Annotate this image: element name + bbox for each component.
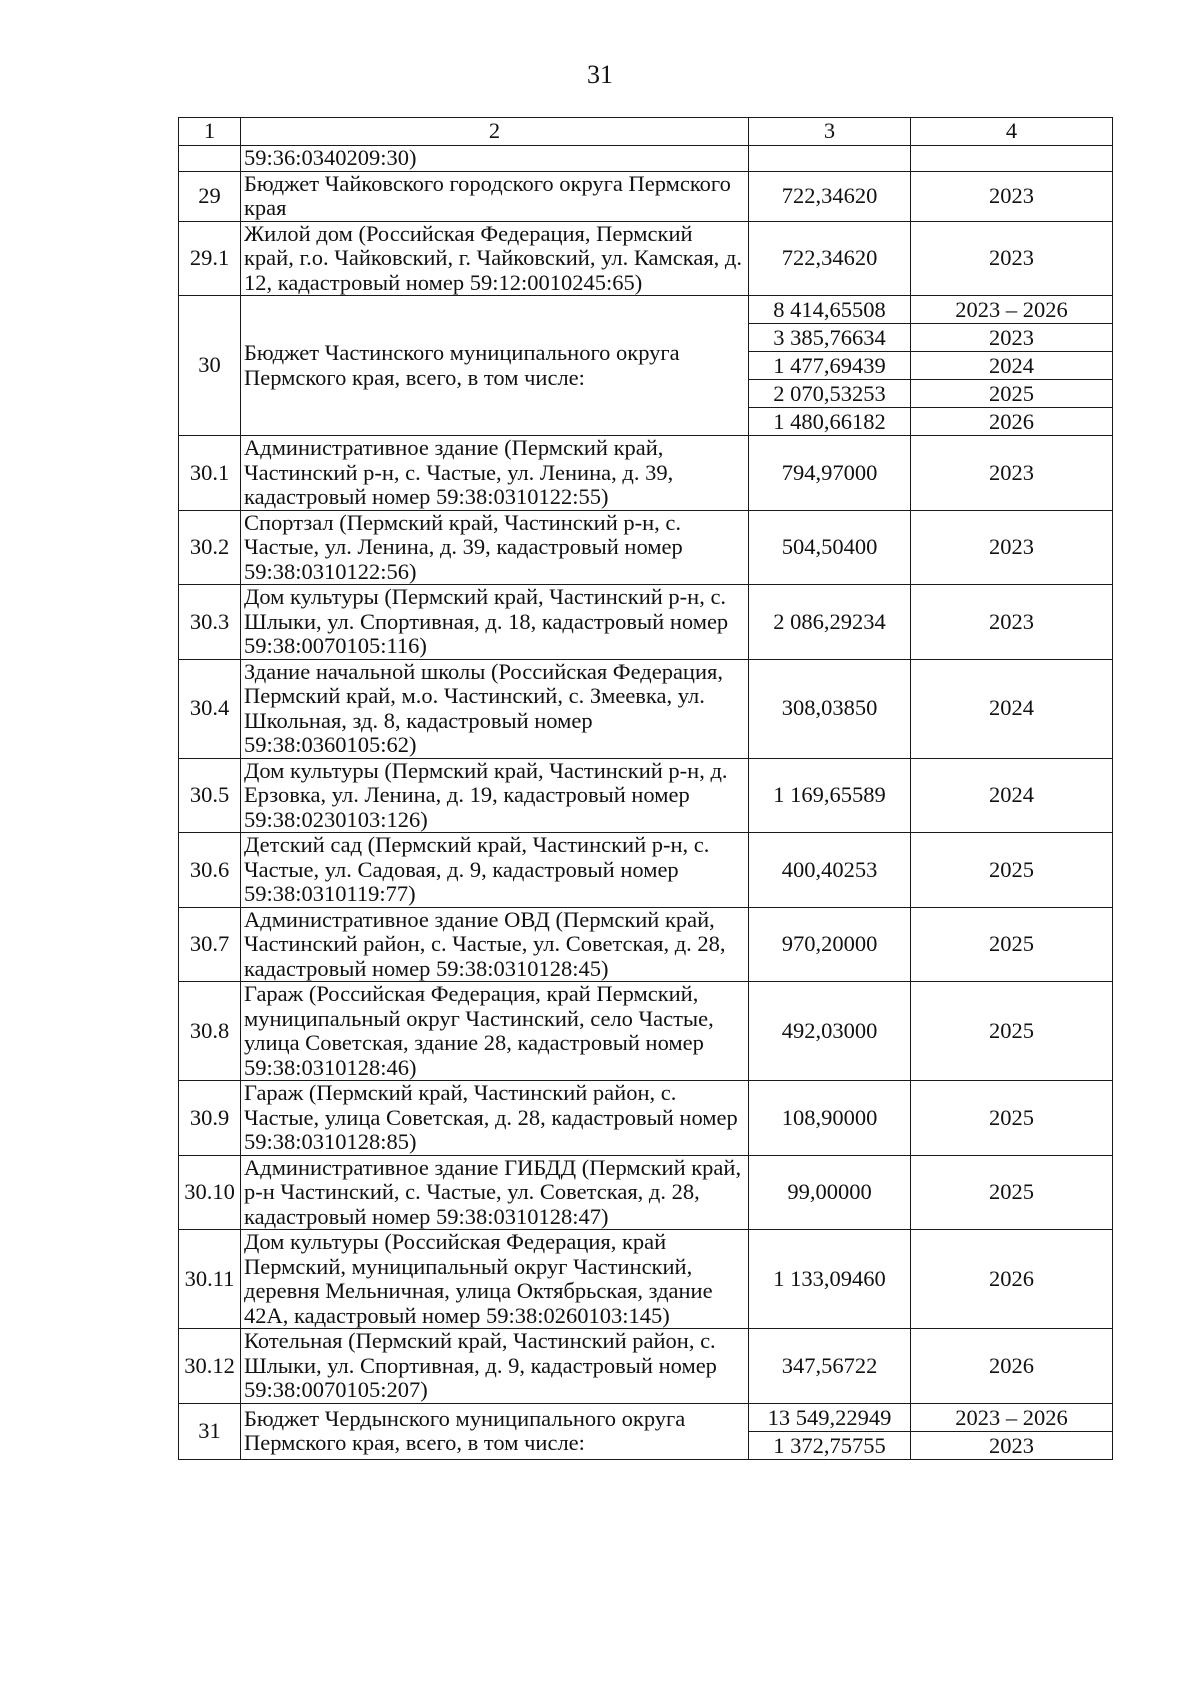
continuation-row: [179, 146, 1113, 172]
row-year: 2026: [911, 1329, 1113, 1404]
group-description: Бюджет Частинского муниципального округа Пермского края, всего, в том числе:: [241, 296, 749, 436]
row-number: 30.8: [179, 982, 241, 1081]
row-number: 30.4: [179, 659, 241, 758]
row-number: 30.1: [179, 436, 241, 511]
row-description: Спортзал (Пермский край, Частинский р-н, с. Частые, ул. Ленина, д. 39, кадастровый номер 59:38:0310122:56): [241, 510, 749, 585]
row-year: 2023: [911, 221, 1113, 296]
row-amount: 794,97000: [749, 436, 911, 511]
row-year: 2024: [911, 758, 1113, 833]
row-description: Котельная (Пермский край, Частинский район, с. Шлыки, ул. Спортивная, д. 9, кадастровый номер 59:38:0070105:207): [241, 1329, 749, 1404]
group-amount: 1 480,66182: [749, 408, 911, 436]
budget-allocation-table: [178, 117, 1113, 1460]
row-description: Дом культуры (Российская Федерация, край Пермский, муниципальный округ Частинский, деревня Мельничная, улица Октябрьская, здание 42А, кадастровый номер 59:38:0260103:145): [241, 1230, 749, 1329]
row-amount: 308,03850: [749, 659, 911, 758]
table-row: [179, 833, 1113, 908]
row-year: 2023: [911, 171, 1113, 221]
group-number: 30: [179, 296, 241, 436]
continuation-text: 59:36:0340209:30): [241, 146, 749, 172]
row-description: Бюджет Чайковского городского округа Пермского края: [241, 171, 749, 221]
row-description: Здание начальной школы (Российская Федерация, Пермский край, м.о. Частинский, с. Змеевка, ул. Школьная, зд. 8, кадастровый номер 59:38:0360105:62): [241, 659, 749, 758]
row-number: 29: [179, 171, 241, 221]
table-row: [179, 1230, 1113, 1329]
row-amount: 347,56722: [749, 1329, 911, 1404]
row-description: Детский сад (Пермский край, Частинский р-н, с. Частые, ул. Садовая, д. 9, кадастровый номер 59:38:0310119:77): [241, 833, 749, 908]
group-year: 2024: [911, 352, 1113, 380]
row-amount: 1 133,09460: [749, 1230, 911, 1329]
row-number: 30.7: [179, 907, 241, 982]
table-row: [179, 907, 1113, 982]
row-amount: 504,50400: [749, 510, 911, 585]
group-row-30: [179, 296, 1113, 324]
group-year: 2023 – 2026: [911, 296, 1113, 324]
group-row-31: [179, 1403, 1113, 1431]
continuation-amount-cell: [749, 146, 911, 172]
row-amount: 722,34620: [749, 171, 911, 221]
row-description: Административное здание ОВД (Пермский край, Частинский район, с. Частые, ул. Советская, д. 28, кадастровый номер 59:38:0310128:45): [241, 907, 749, 982]
group-year: 2023: [911, 324, 1113, 352]
row-description: Жилой дом (Российская Федерация, Пермский край, г.о. Чайковский, г. Чайковский, ул. Камская, д. 12, кадастровый номер 59:12:0010245:65): [241, 221, 749, 296]
group-year: 2025: [911, 380, 1113, 408]
row-year: 2025: [911, 982, 1113, 1081]
table-row: [179, 510, 1113, 585]
group-amount: 2 070,53253: [749, 380, 911, 408]
column-header-2: 2: [241, 118, 749, 146]
row-number: 30.3: [179, 585, 241, 660]
row-amount: 492,03000: [749, 982, 911, 1081]
row-number: 30.10: [179, 1155, 241, 1230]
table-row: [179, 1329, 1113, 1404]
row-description: Дом культуры (Пермский край, Частинский р-н, д. Ерзовка, ул. Ленина, д. 19, кадастровый номер 59:38:0230103:126): [241, 758, 749, 833]
row-year: 2025: [911, 833, 1113, 908]
group-year: 2023 – 2026: [911, 1403, 1113, 1431]
row-number: 30.12: [179, 1329, 241, 1404]
table-row: [179, 659, 1113, 758]
row-year: 2023: [911, 436, 1113, 511]
table-row: [179, 1081, 1113, 1156]
row-description: Дом культуры (Пермский край, Частинский р-н, с. Шлыки, ул. Спортивная, д. 18, кадастровый номер 59:38:0070105:116): [241, 585, 749, 660]
row-year: 2025: [911, 1081, 1113, 1156]
table-row: [179, 221, 1113, 296]
row-description: Административное здание (Пермский край, Частинский р-н, с. Частые, ул. Ленина, д. 39, кадастровый номер 59:38:0310122:55): [241, 436, 749, 511]
column-header-3: 3: [749, 118, 911, 146]
group-amount: 1 477,69439: [749, 352, 911, 380]
column-number-row: [179, 118, 1113, 146]
group-description: Бюджет Чердынского муниципального округа Пермского края, всего, в том числе:: [241, 1403, 749, 1459]
page-number: 31: [587, 60, 613, 89]
row-number: 30.9: [179, 1081, 241, 1156]
column-header-1: 1: [179, 118, 241, 146]
row-description: Гараж (Пермский край, Частинский район, с. Частые, улица Советская, д. 28, кадастровый номер 59:38:0310128:85): [241, 1081, 749, 1156]
row-year: 2023: [911, 585, 1113, 660]
group-year: 2023: [911, 1431, 1113, 1459]
row-amount: 400,40253: [749, 833, 911, 908]
row-year: 2024: [911, 659, 1113, 758]
row-amount: 722,34620: [749, 221, 911, 296]
table-row: [179, 1155, 1113, 1230]
row-year: 2025: [911, 907, 1113, 982]
group-amount: 1 372,75755: [749, 1431, 911, 1459]
group-amount: 13 549,22949: [749, 1403, 911, 1431]
table-row: [179, 758, 1113, 833]
row-year: 2023: [911, 510, 1113, 585]
table-row: [179, 585, 1113, 660]
row-amount: 970,20000: [749, 907, 911, 982]
table-row: [179, 436, 1113, 511]
row-number: 30.6: [179, 833, 241, 908]
continuation-year-cell: [911, 146, 1113, 172]
row-number: 29.1: [179, 221, 241, 296]
table-row: [179, 171, 1113, 221]
group-amount: 3 385,76634: [749, 324, 911, 352]
column-header-4: 4: [911, 118, 1113, 146]
row-number: 30.5: [179, 758, 241, 833]
row-year: 2025: [911, 1155, 1113, 1230]
row-amount: 108,90000: [749, 1081, 911, 1156]
row-description: Административное здание ГИБДД (Пермский край, р-н Частинский, с. Частые, ул. Советская, д. 28, кадастровый номер 59:38:0310128:47): [241, 1155, 749, 1230]
continuation-num-cell: [179, 146, 241, 172]
table-row: [179, 982, 1113, 1081]
row-description: Гараж (Российская Федерация, край Пермский, муниципальный округ Частинский, село Частые, улица Советская, здание 28, кадастровый номер 59:38:0310128:46): [241, 982, 749, 1081]
group-number: 31: [179, 1403, 241, 1459]
row-amount: 2 086,29234: [749, 585, 911, 660]
row-amount: 1 169,65589: [749, 758, 911, 833]
row-number: 30.11: [179, 1230, 241, 1329]
row-amount: 99,00000: [749, 1155, 911, 1230]
group-year: 2026: [911, 408, 1113, 436]
row-number: 30.2: [179, 510, 241, 585]
row-year: 2026: [911, 1230, 1113, 1329]
group-amount: 8 414,65508: [749, 296, 911, 324]
